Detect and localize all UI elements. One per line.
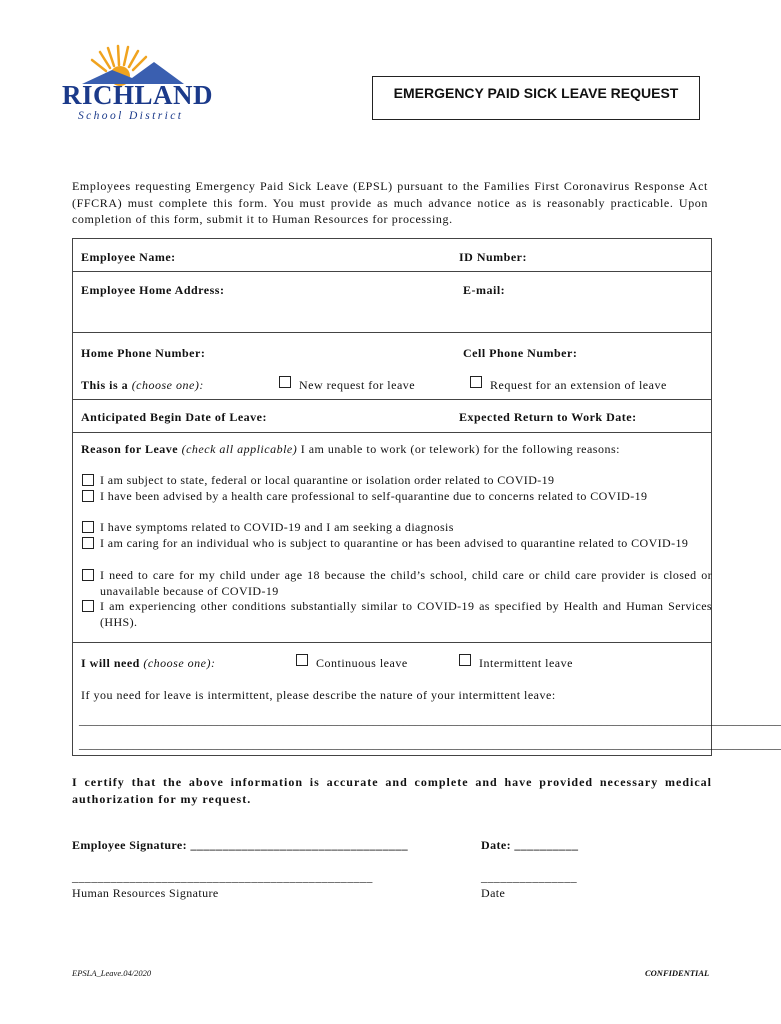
return-date-label[interactable]: Expected Return to Work Date:	[459, 410, 637, 424]
reason-text-5: I need to care for my child under age 18 because the child’s school, child care or child care provider is closed or unavailable because of COVID-19	[100, 568, 712, 598]
reason-label: Reason for Leave	[81, 442, 179, 456]
new-request-label: New request for leave	[299, 378, 416, 392]
reason-check-text: (check all applicable)	[181, 442, 298, 456]
extension-label: Request for an extension of leave	[490, 378, 667, 392]
reason-checkbox-6[interactable]	[82, 600, 94, 612]
intermittent-leave-checkbox[interactable]	[459, 654, 471, 666]
extension-checkbox[interactable]	[470, 376, 482, 388]
reason-checkbox-2[interactable]	[82, 490, 94, 502]
employee-signature-line[interactable]: Employee Signature: __________________________________	[72, 838, 409, 852]
employee-date-line[interactable]: Date: __________	[481, 838, 579, 852]
reason-checkbox-3[interactable]	[82, 521, 94, 533]
divider	[73, 432, 711, 433]
new-request-checkbox[interactable]	[279, 376, 291, 388]
this-is-a-text: This is a	[81, 378, 132, 392]
reason-checkbox-5[interactable]	[82, 569, 94, 581]
will-need-text: I will need	[81, 656, 140, 670]
continuous-leave-label: Continuous leave	[316, 656, 408, 670]
description-line-2[interactable]: _____________________________________________________________________________________________________________________	[79, 737, 781, 751]
reason-text-6: I am experiencing other conditions substantially similar to COVID-19 as specified by Health and Human Services (HHS).	[100, 599, 712, 629]
hr-signature-line[interactable]: _______________________________________________	[72, 870, 373, 884]
cell-phone-label[interactable]: Cell Phone Number:	[463, 346, 578, 360]
intro-paragraph: Employees requesting Emergency Paid Sick Leave (EPSL) pursuant to the Families First Coronavirus Response Act (FFCRA) must complete this form. You must provide as much advance notice as is reasonably practicable. Upon completion of this form, submit it to Human Resources for processing.	[72, 179, 708, 226]
home-phone-label[interactable]: Home Phone Number:	[81, 346, 206, 360]
logo-wordmark: RICHLAND	[62, 80, 214, 110]
richland-logo	[62, 44, 214, 124]
reason-checkbox-1[interactable]	[82, 474, 94, 486]
hr-date-label: Date	[481, 886, 506, 900]
description-line-1[interactable]: _____________________________________________________________________________________________________________________	[79, 713, 781, 727]
continuous-leave-checkbox[interactable]	[296, 654, 308, 666]
reason-tail-text: I am unable to work (or telework) for the following reasons:	[300, 442, 620, 456]
reason-checkbox-4[interactable]	[82, 537, 94, 549]
email-label[interactable]: E-mail:	[463, 283, 506, 297]
logo-subtitle: School District	[78, 110, 184, 122]
request-form	[72, 238, 781, 756]
begin-date-label[interactable]: Anticipated Begin Date of Leave:	[81, 410, 267, 424]
hr-date-line[interactable]: _______________	[481, 870, 577, 884]
id-number-label[interactable]: ID Number:	[459, 250, 527, 264]
employee-name-label[interactable]: Employee Name:	[81, 250, 176, 264]
hr-signature-label: Human Resources Signature	[72, 886, 219, 900]
will-need-choose-text: (choose one):	[143, 656, 216, 670]
divider	[73, 332, 711, 333]
choose-one-text: (choose one):	[131, 378, 204, 392]
will-need-label	[81, 656, 215, 671]
reason-text-1: I am subject to state, federal or local quarantine or isolation order related to COVID-19	[100, 473, 555, 487]
certification-text: I certify that the above information is accurate and complete and have provided necessary medical authorization for my request.	[72, 775, 712, 806]
confidential-mark: CONFIDENTIAL	[645, 968, 710, 978]
intermittent-describe-label: If you need for leave is intermittent, please describe the nature of your intermittent leave:	[81, 688, 556, 702]
reason-text-3: I have symptoms related to COVID-19 and I am seeking a diagnosis	[100, 520, 454, 534]
home-address-label[interactable]: Employee Home Address:	[81, 283, 225, 297]
reason-heading	[81, 442, 620, 457]
form-code: EPSLA_Leave.04/2020	[72, 968, 152, 978]
reason-text-4: I am caring for an individual who is subject to quarantine or has been advised to quarantine related to COVID-19	[100, 536, 689, 550]
sun-mountain-icon	[62, 44, 197, 84]
reason-text-2: I have been advised by a health care professional to self-quarantine due to concerns related to COVID-19	[100, 489, 648, 503]
form-title: EMERGENCY PAID SICK LEAVE REQUEST	[393, 85, 679, 101]
intermittent-leave-label: Intermittent leave	[479, 656, 573, 670]
this-is-a-label	[81, 378, 204, 393]
divider	[73, 642, 711, 643]
form-title-box	[372, 76, 700, 120]
divider	[73, 271, 711, 272]
divider	[73, 399, 711, 400]
